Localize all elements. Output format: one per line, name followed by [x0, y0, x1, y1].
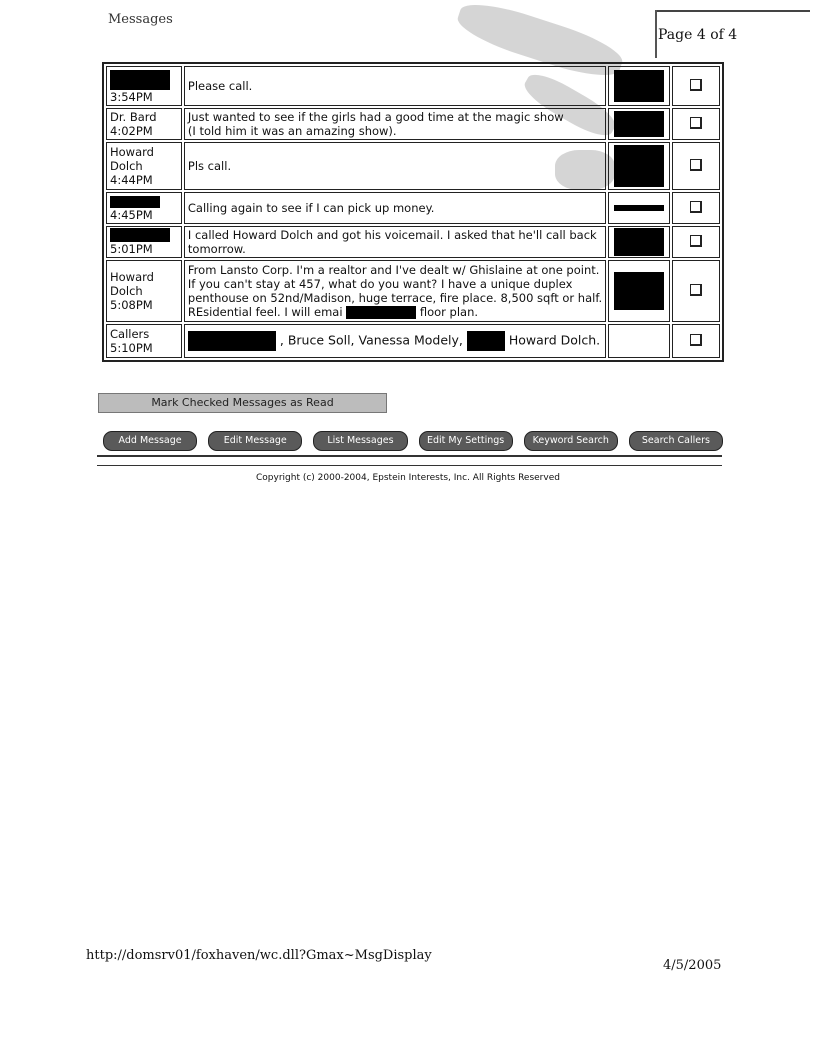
redaction-block — [614, 272, 664, 310]
header-divider — [655, 10, 657, 58]
message-text-part: floor plan. — [419, 305, 479, 319]
search-callers-button[interactable]: Search Callers — [629, 431, 723, 451]
divider — [97, 465, 722, 466]
message-text-part: , Bruce Soll, Vanessa Modely, — [279, 332, 463, 348]
redaction-block — [614, 205, 664, 211]
caller-name: Howard Dolch — [110, 270, 154, 298]
message-checkbox[interactable] — [690, 235, 702, 247]
redacted-column — [608, 142, 670, 190]
redaction-block — [110, 196, 160, 208]
redacted-column — [608, 108, 670, 140]
footer-url: http://domsrv01/foxhaven/wc.dll?Gmax~MsgDisplay — [86, 948, 432, 963]
redacted-column — [608, 66, 670, 106]
message-time: 4:02PM — [110, 124, 153, 138]
page-number: Page 4 of 4 — [658, 27, 738, 43]
copyright-notice: Copyright (c) 2000-2004, Epstein Interests, Inc. All Rights Reserved — [256, 473, 560, 483]
table-row — [106, 192, 720, 224]
redaction-block — [614, 111, 664, 137]
table-row — [106, 108, 720, 140]
message-checkbox[interactable] — [690, 201, 702, 213]
table-row — [106, 324, 720, 358]
row-checkbox-cell[interactable] — [672, 108, 720, 140]
message-text: Pls call. — [184, 142, 606, 190]
add-message-button[interactable]: Add Message — [103, 431, 197, 451]
redaction-block — [614, 228, 664, 256]
caller-cell — [106, 260, 182, 322]
list-messages-button[interactable]: List Messages — [313, 431, 407, 451]
redaction-block — [110, 70, 170, 90]
mark-read-button[interactable]: Mark Checked Messages as Read — [98, 393, 387, 413]
table-row — [106, 66, 720, 106]
caller-cell — [106, 108, 182, 140]
message-text-part: From Lansto Corp. I'm a realtor and I've dealt w/ Ghislaine at one point. If you can't stay at 457, what do you want? I have a unique duplex penthouse on 52nd/Madison, huge terrace, fire place. 8,500 sqft or half. REsidential feel. I will emai — [187, 263, 603, 319]
row-checkbox-cell[interactable] — [672, 324, 720, 358]
message-checkbox[interactable] — [690, 284, 702, 296]
redacted-column — [608, 226, 670, 258]
messages-table — [102, 62, 724, 362]
redaction-block — [188, 331, 276, 351]
message-text-line: (I told him it was an amazing show). — [187, 124, 397, 138]
page-header-title: Messages — [108, 12, 173, 27]
caller-name: Howard Dolch — [110, 145, 154, 173]
message-checkbox[interactable] — [690, 159, 702, 171]
message-time: 5:08PM — [110, 298, 153, 312]
message-time: 5:01PM — [110, 242, 153, 256]
caller-cell — [106, 66, 182, 106]
caller-cell — [106, 142, 182, 190]
header-rule — [655, 10, 810, 12]
keyword-search-button[interactable]: Keyword Search — [524, 431, 618, 451]
message-time: 4:45PM — [110, 208, 153, 222]
table-row — [106, 226, 720, 258]
table-row — [106, 260, 720, 322]
message-checkbox[interactable] — [690, 79, 702, 91]
redacted-column — [608, 260, 670, 322]
row-checkbox-cell[interactable] — [672, 66, 720, 106]
row-checkbox-cell[interactable] — [672, 260, 720, 322]
caller-cell — [106, 226, 182, 258]
row-checkbox-cell[interactable] — [672, 142, 720, 190]
row-checkbox-cell[interactable] — [672, 226, 720, 258]
caller-cell — [106, 192, 182, 224]
message-text — [184, 324, 606, 358]
footer-date: 4/5/2005 — [663, 958, 722, 973]
divider — [97, 455, 722, 457]
redaction-block — [614, 145, 664, 187]
message-time: 4:44PM — [110, 173, 153, 187]
message-text — [184, 108, 606, 140]
edit-settings-button[interactable]: Edit My Settings — [419, 431, 513, 451]
row-checkbox-cell[interactable] — [672, 192, 720, 224]
redacted-column — [608, 324, 670, 358]
caller-cell — [106, 324, 182, 358]
message-text-part: Howard Dolch. — [508, 332, 601, 348]
redacted-column — [608, 192, 670, 224]
message-time: 5:10PM — [110, 341, 153, 355]
message-text: Calling again to see if I can pick up money. — [184, 192, 606, 224]
message-text: I called Howard Dolch and got his voicemail. I asked that he'll call back tomorrow. — [184, 226, 606, 258]
table-row — [106, 142, 720, 190]
redaction-block — [614, 70, 664, 102]
message-time: 3:54PM — [110, 90, 153, 104]
message-text-line: Just wanted to see if the girls had a good time at the magic show — [187, 110, 564, 124]
redaction-block — [110, 228, 170, 242]
redaction-block — [467, 331, 505, 351]
message-text: Please call. — [184, 66, 606, 106]
caller-name: Dr. Bard — [110, 110, 157, 124]
message-text — [184, 260, 606, 322]
action-button-row — [103, 431, 723, 453]
caller-name: Callers — [110, 327, 150, 341]
message-checkbox[interactable] — [690, 334, 702, 346]
redaction-block — [346, 306, 416, 319]
message-checkbox[interactable] — [690, 117, 702, 129]
edit-message-button[interactable]: Edit Message — [208, 431, 302, 451]
